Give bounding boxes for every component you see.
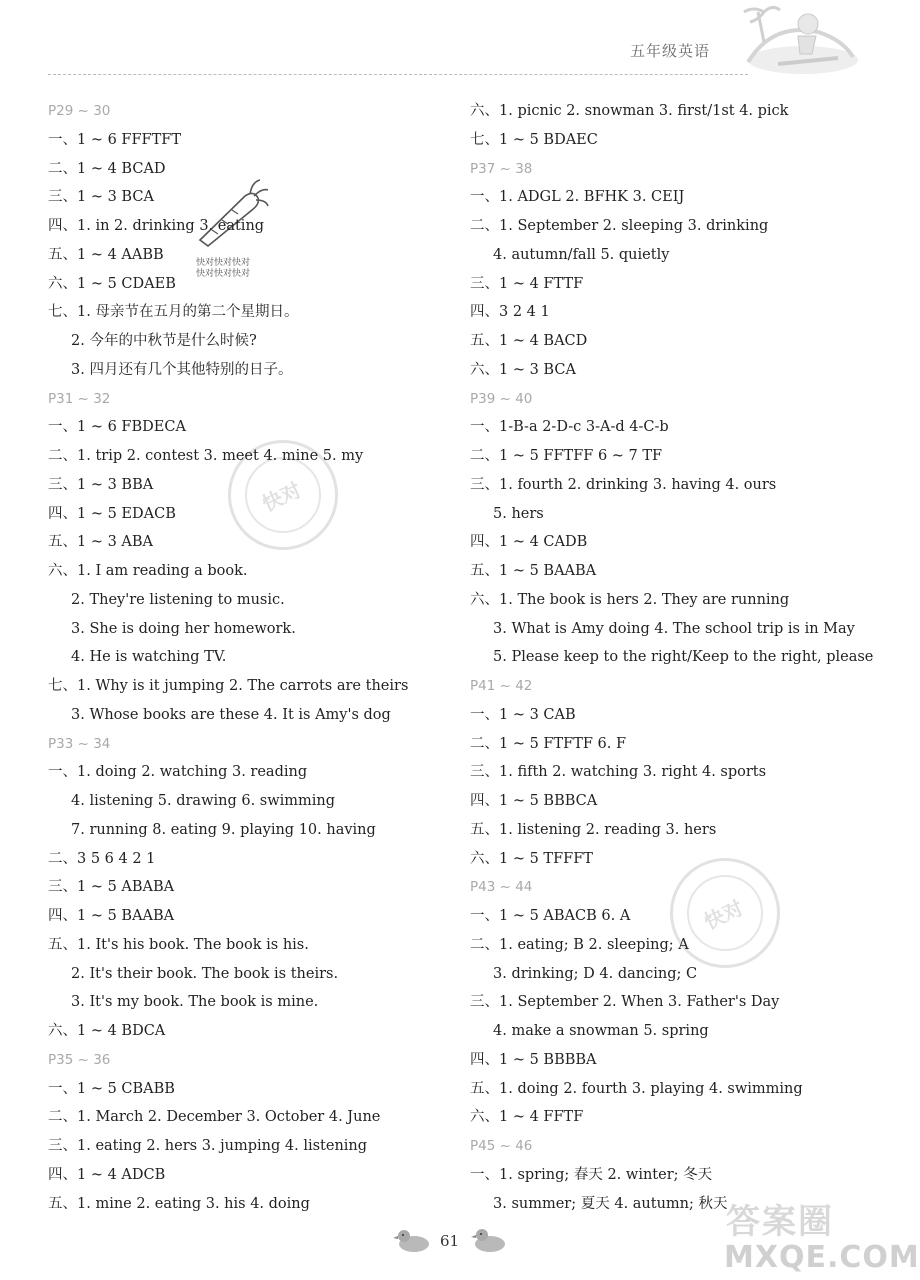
answer-line: 四、1 ~ 4 CADB	[470, 534, 588, 551]
answer-line: 四、1 ~ 5 BAABA	[48, 908, 175, 924]
answer-line: 六、1 ~ 5 CDAEB	[48, 275, 176, 292]
answer-line: 三、1 ~ 4 FTTF	[470, 275, 584, 292]
answer-line: 7. running 8. eating 9. playing 10. having	[71, 821, 376, 838]
answer-line: 三、1. fourth 2. drinking 3. having 4. ours	[470, 476, 777, 493]
answer-column-right	[470, 97, 874, 1218]
answer-line: 三、1 ~ 3 BCA	[48, 189, 154, 206]
answer-line: 七、1 ~ 5 BDAEC	[470, 131, 598, 148]
answer-line: 五、1 ~ 4 AABB	[48, 246, 164, 263]
answer-line: 5. Please keep to the right/Keep to the right, please	[493, 649, 874, 666]
answer-line: 一、1 ~ 6 FBDECA	[48, 419, 186, 436]
answer-line: 二、1. trip 2. contest 3. meet 4. mine 5. my	[48, 448, 364, 464]
answer-line: 三、1. eating 2. hers 3. jumping 4. listening	[48, 1138, 368, 1154]
answer-line: 二、1. eating; B 2. sleeping; A	[470, 936, 689, 953]
answer-line: 二、1. September 2. sleeping 3. drinking	[470, 218, 769, 234]
duck-icon	[470, 1226, 510, 1254]
answer-line: 五、1 ~ 3 ABA	[48, 534, 154, 551]
answer-line: 一、1 ~ 3 CAB	[470, 706, 576, 723]
answer-line: 3. It's my book. The book is mine.	[71, 994, 319, 1011]
answer-line: 七、1. Why is it jumping 2. The carrots are theirs	[48, 678, 409, 694]
page-range-heading: P35 ~ 36	[48, 1051, 111, 1068]
answer-line: 一、1 ~ 6 FFFTFT	[48, 131, 182, 148]
answer-line: 四、1. in 2. drinking 3. eating	[48, 218, 265, 234]
answer-line: 六、1. picnic 2. snowman 3. first/1st 4. pick	[470, 103, 789, 119]
page-range-heading: P39 ~ 40	[470, 390, 533, 407]
answer-line: 五、1 ~ 4 BACD	[470, 333, 588, 349]
answer-line: 3. What is Amy doing 4. The school trip is in May	[493, 620, 855, 637]
answer-line: 5. hers	[493, 505, 544, 522]
answer-line: 一、1. spring; 春天 2. winter; 冬天	[470, 1166, 713, 1183]
answer-line: 五、1. listening 2. reading 3. hers	[470, 821, 717, 838]
answer-line: 4. autumn/fall 5. quietly	[493, 246, 670, 263]
answer-line: 二、1 ~ 5 FTFTF 6. F	[470, 735, 627, 752]
answer-line: 五、1. It's his book. The book is his.	[48, 936, 309, 953]
answer-line: 一、1. doing 2. watching 3. reading	[48, 764, 308, 781]
page-range-heading: P41 ~ 42	[470, 678, 533, 694]
answer-line: 三、1 ~ 3 BBA	[48, 476, 154, 493]
answer-line: 2. It's their book. The book is theirs.	[71, 965, 339, 982]
answer-line: 四、1 ~ 5 BBBBA	[470, 1051, 597, 1068]
page-range-heading: P33 ~ 34	[48, 735, 111, 752]
sticker-line-1: 快对快对快对	[196, 258, 251, 268]
duck-icon	[392, 1226, 432, 1254]
page-range-heading: P37 ~ 38	[470, 160, 533, 177]
page-range-heading: P31 ~ 32	[48, 390, 111, 407]
page-number: 61	[440, 1232, 460, 1250]
answer-line: 三、1. fifth 2. watching 3. right 4. sports	[470, 764, 767, 781]
answer-line: 2. They're listening to music.	[71, 591, 285, 608]
stamp-text: 快对	[258, 477, 305, 517]
answer-line: 3. summer; 夏天 4. autumn; 秋天	[493, 1195, 728, 1212]
answer-line: 一、1 ~ 5 ABACB 6. A	[470, 908, 631, 924]
answer-line: 二、1. March 2. December 3. October 4. June	[48, 1109, 381, 1126]
watermark-url-text: MXQE.COM	[724, 1240, 920, 1275]
answer-line: 四、1 ~ 5 EDACB	[48, 505, 176, 522]
answer-line: 七、1. 母亲节在五月的第二个星期日。	[48, 304, 299, 321]
answer-line: 六、1 ~ 5 TFFFT	[470, 850, 593, 867]
answer-line: 二、1 ~ 5 FFTFF 6 ~ 7 TF	[470, 448, 663, 464]
answer-column-left	[48, 97, 448, 1218]
header-divider	[48, 74, 748, 75]
page-range-heading: P43 ~ 44	[470, 879, 533, 896]
answer-line: 五、1. doing 2. fourth 3. playing 4. swimming	[470, 1080, 803, 1097]
answer-line: 3. She is doing her homework.	[71, 620, 296, 637]
page-range-heading: P29 ~ 30	[48, 103, 111, 119]
answer-line: 二、1 ~ 4 BCAD	[48, 160, 166, 177]
watermark-logo-text: 答案圈	[726, 1202, 834, 1242]
answer-line: 五、1 ~ 5 BAABA	[470, 563, 597, 579]
answer-line: 六、1 ~ 4 BDCA	[48, 1023, 166, 1039]
answer-line: 三、1 ~ 5 ABABA	[48, 879, 175, 896]
answer-line: 3. 四月还有几个其他特别的日子。	[71, 361, 293, 378]
surfer-mascot-illustration	[728, 2, 858, 78]
answer-line: 六、1 ~ 3 BCA	[470, 361, 576, 378]
answer-line: 四、3 2 4 1	[470, 304, 550, 321]
answer-line: 3. drinking; D 4. dancing; C	[493, 965, 698, 982]
answer-line: 4. listening 5. drawing 6. swimming	[71, 793, 336, 809]
answer-line: 四、1 ~ 5 BBBCA	[470, 793, 598, 809]
answer-line: 五、1. mine 2. eating 3. his 4. doing	[48, 1195, 310, 1212]
answer-line: 六、1. The book is hers 2. They are running	[470, 591, 790, 608]
answer-line: 三、1. September 2. When 3. Father's Day	[470, 994, 780, 1011]
answer-line: 一、1-B-a 2-D-c 3-A-d 4-C-b	[470, 419, 669, 436]
answer-line: 3. Whose books are these 4. It is Amy's dog	[71, 706, 391, 723]
answer-line: 一、1. ADGL 2. BFHK 3. CEIJ	[470, 189, 685, 206]
answer-line: 二、3 5 6 4 2 1	[48, 850, 156, 867]
answer-line: 4. He is watching TV.	[71, 649, 227, 666]
answer-line: 六、1. I am reading a book.	[48, 563, 248, 579]
answer-line: 四、1 ~ 4 ADCB	[48, 1166, 166, 1183]
answer-line: 4. make a snowman 5. spring	[493, 1023, 709, 1039]
answer-line: 一、1 ~ 5 CBABB	[48, 1080, 175, 1097]
stamp-text: 快对	[700, 895, 747, 935]
page-range-heading: P45 ~ 46	[470, 1138, 533, 1154]
answer-line: 2. 今年的中秋节是什么时候?	[71, 333, 257, 349]
sticker-line-2: 快对快对快对	[196, 269, 251, 279]
answer-line: 六、1 ~ 4 FFTF	[470, 1109, 584, 1126]
header-title: 五年级英语	[630, 42, 711, 60]
